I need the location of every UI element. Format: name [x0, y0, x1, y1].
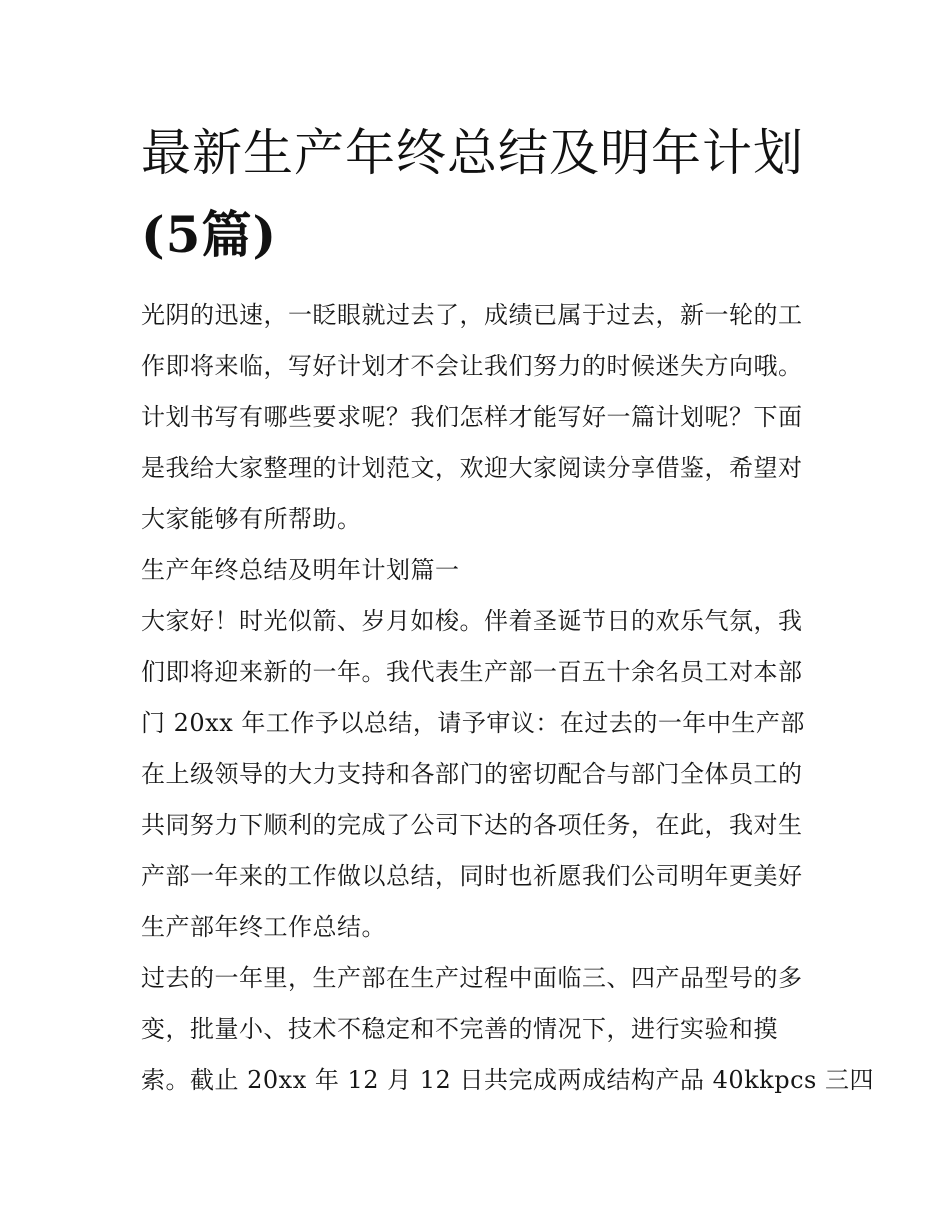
text-line: 大家好！时光似箭、岁月如梭。伴着圣诞节日的欢乐气氛，我 — [141, 607, 803, 635]
document-title — [141, 112, 813, 276]
text-line: 在上级领导的大力支持和各部门的密切配合与部门全体员工的 — [141, 760, 803, 788]
intro-paragraph — [141, 290, 813, 545]
text-line: 生产部年终工作总结。 — [141, 913, 386, 941]
text-line: 计划书写有哪些要求呢？我们怎样才能写好一篇计划呢？下面 — [141, 403, 803, 431]
text-line: 们即将迎来新的一年。我代表生产部一百五十余名员工对本部 — [141, 658, 803, 686]
greeting-paragraph — [141, 596, 813, 953]
text-line: 变，批量小、技术不稳定和不完善的情况下，进行实验和摸 — [141, 1015, 778, 1043]
document-body — [141, 290, 874, 1106]
title-line: 最新生产年终总结及明年计划 — [141, 124, 804, 182]
text-line: 过去的一年里，生产部在生产过程中面临三、四产品型号的多 — [141, 964, 803, 992]
review-paragraph — [141, 953, 874, 1106]
text-line: 光阴的迅速，一眨眼就过去了，成绩已属于过去，新一轮的工 — [141, 301, 803, 329]
title-line: (5篇) — [141, 205, 278, 264]
text-line: 共同努力下顺利的完成了公司下达的各项任务，在此，我对生 — [141, 811, 803, 839]
text-line: 产部一年来的工作做以总结，同时也祈愿我们公司明年更美好 — [141, 862, 803, 890]
text-line: 生产年终总结及明年计划篇一 — [141, 556, 460, 584]
text-line: 门 20xx 年工作予以总结，请予审议：在过去的一年中生产部 — [141, 709, 805, 737]
document-content — [141, 112, 874, 1106]
text-line: 大家能够有所帮助。 — [141, 505, 362, 533]
text-line: 索。截止 20xx 年 12 月 12 日共完成两成结构产品 40kkpcs 三四 — [141, 1066, 874, 1094]
text-line: 作即将来临，写好计划才不会让我们努力的时候迷失方向哦。 — [141, 352, 803, 380]
section-heading — [141, 545, 813, 596]
text-line: 是我给大家整理的计划范文，欢迎大家阅读分享借鉴，希望对 — [141, 454, 803, 482]
